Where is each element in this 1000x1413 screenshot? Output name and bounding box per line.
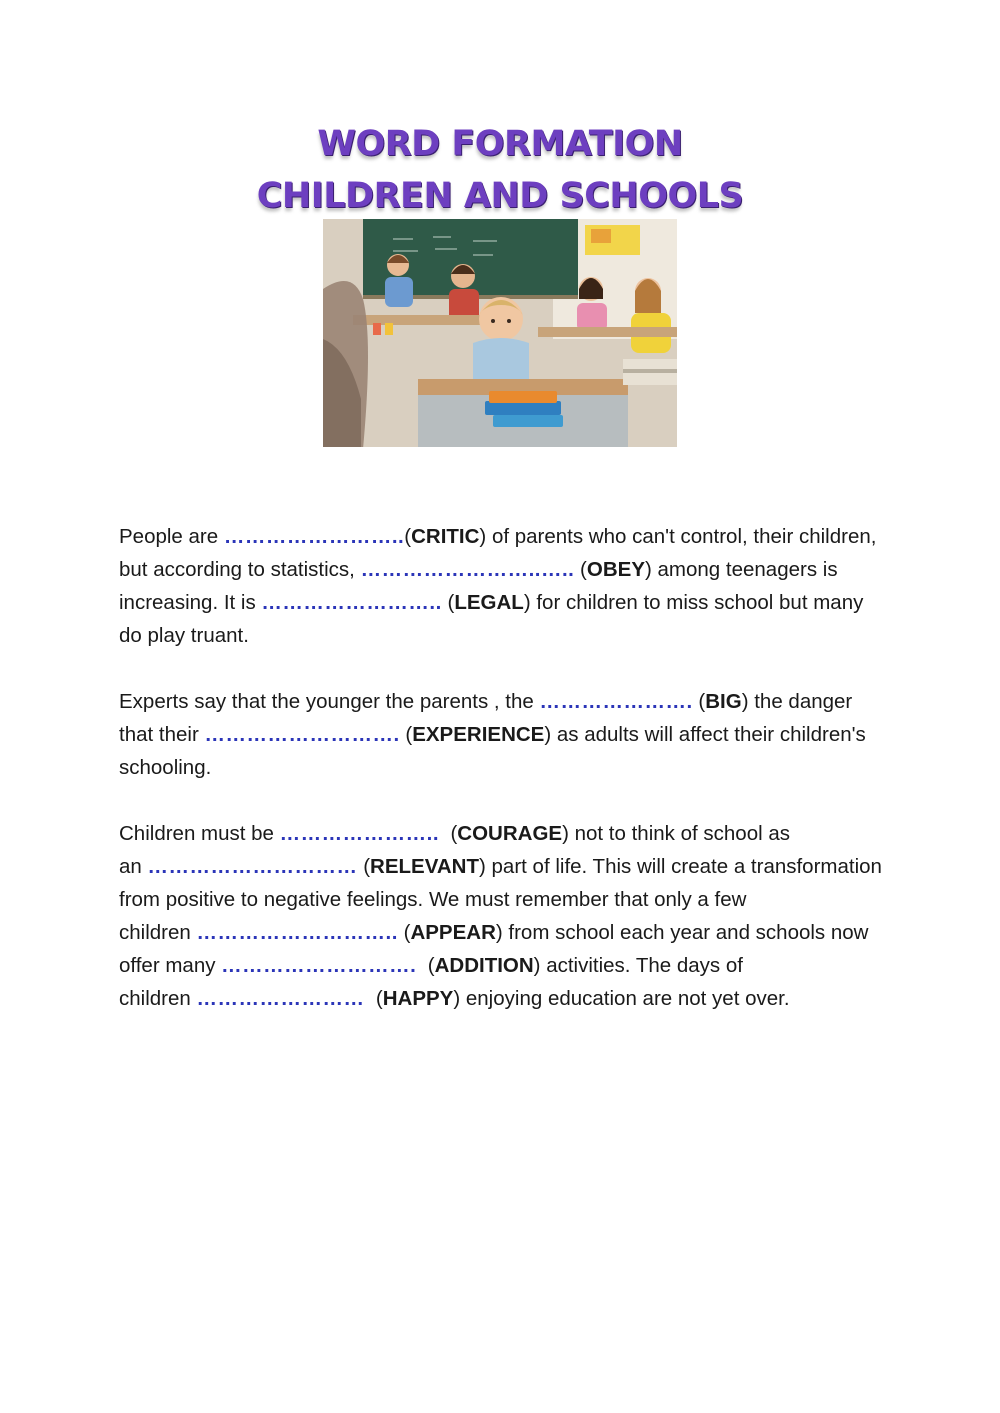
word-formation-passage [119, 520, 889, 1048]
answer-blank-addition[interactable]: ………………………. [221, 954, 417, 977]
p2-line-1: Experts say that the younger the parents , the …………………. (BIG) the danger [119, 690, 853, 713]
classroom-photo [323, 219, 677, 447]
root-word-legal: LEGAL [454, 591, 524, 614]
p1-line-1: People are ……………………..(CRITIC) of parents who can't control, their children, [119, 525, 877, 548]
answer-blank-courage[interactable]: ………………….. [279, 822, 440, 845]
p1-line-2: but according to statistics, ……………………..….. (OBEY) among teenagers is [119, 558, 838, 581]
p2-line-3: schooling. [119, 756, 212, 779]
root-word-experience: EXPERIENCE [412, 723, 545, 746]
root-word-appear: APPEAR [410, 921, 496, 944]
paragraph-1 [119, 520, 889, 652]
title-line-2: CHILDREN AND SCHOOLS [256, 176, 744, 216]
root-word-happy: HAPPY [382, 987, 454, 1010]
answer-blank-happy[interactable]: …………………… [196, 987, 365, 1010]
p1-line-3: increasing. It is …………………….. (LEGAL) for children to miss school but many [119, 591, 864, 614]
p3-line-6: children …………………… (HAPPY) enjoying education are not yet over. [119, 987, 790, 1010]
root-word-obey: OBEY [586, 558, 645, 581]
p3-line-4: children ……………………….. (APPEAR) from school each year and schools now [119, 921, 869, 944]
paragraph-3 [119, 817, 889, 1015]
answer-blank-big[interactable]: …………………. [539, 690, 693, 713]
answer-blank-appear[interactable]: ……………………….. [196, 921, 398, 944]
p3-line-5: offer many ………………………. (ADDITION) activities. The days of [119, 954, 743, 977]
worksheet-title [0, 118, 1000, 222]
root-word-addition: ADDITION [434, 954, 534, 977]
root-word-courage: COURAGE [457, 822, 563, 845]
answer-blank-obey[interactable]: ……………………..….. [360, 558, 575, 581]
answer-blank-legal[interactable]: …………………….. [261, 591, 442, 614]
answer-blank-experience[interactable]: ………………………. [204, 723, 400, 746]
p1-line-4: do play truant. [119, 624, 249, 647]
p2-line-2: that their ………………………. (EXPERIENCE) as adults will affect their children's [119, 723, 866, 746]
answer-blank-critic[interactable]: …………………….. [223, 525, 405, 548]
root-word-relevant: RELEVANT [370, 855, 479, 878]
p3-line-2: an ………………………… (RELEVANT) part of life. This will create a transformation [119, 855, 882, 878]
root-word-critic: CRITIC [411, 525, 480, 548]
p3-line-3: from positive to negative feelings. We must remember that only a few [119, 888, 747, 911]
paragraph-2 [119, 685, 889, 784]
answer-blank-relevant[interactable]: ………………………… [147, 855, 358, 878]
p3-line-1: Children must be ………………….. (COURAGE) not to think of school as [119, 822, 790, 845]
title-line-1: WORD FORMATION [317, 124, 683, 164]
root-word-big: BIG [705, 690, 742, 713]
